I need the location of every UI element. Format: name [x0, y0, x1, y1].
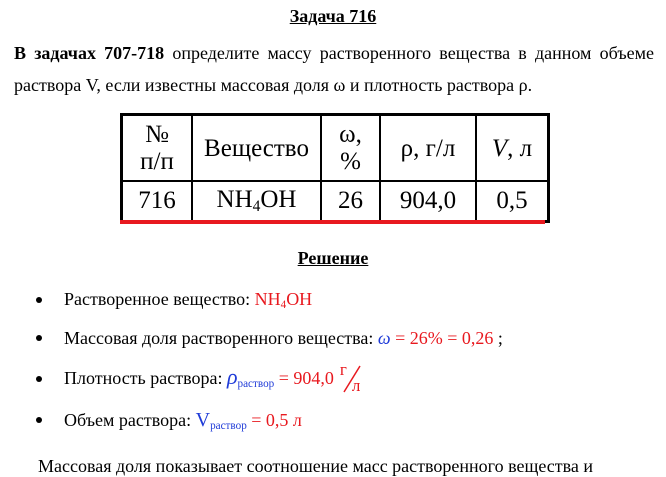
task-title: Задача 716 — [289, 6, 377, 26]
list-item-solute: Растворенное вещество: $NH_4OH$ — [40, 280, 640, 320]
explanation-text: Массовая доля показывает соотношение масс растворенного вещества и — [38, 456, 594, 476]
bullet-dot — [36, 376, 42, 382]
header-density: ρ, г/л — [380, 115, 476, 182]
density-unit-fraction: г л — [338, 364, 364, 394]
table-underline — [120, 220, 545, 224]
task-statement-text: определите массу растворенного вещества в данном объеме раствора V, если известны массовая доля ω и плотность раствора ρ. — [14, 43, 655, 95]
cell-substance: $NH_4OH$ — [192, 181, 321, 222]
cell-density: 904,0 — [380, 181, 476, 222]
omega-symbol: ω — [377, 327, 391, 348]
solution-heading: Решение — [297, 248, 369, 268]
header-substance: Вещество — [192, 115, 321, 182]
list-item-mass-fraction: Массовая доля растворенного вещества: ω = 26% = 0,26 ; — [40, 318, 640, 358]
table-header-row — [122, 115, 549, 182]
list-item-density: Плотность раствора: $\rho_{раствор} = 904,0$ г л — [40, 359, 640, 399]
task-range: В задачах 707-718 — [14, 43, 165, 63]
solute-formula: $NH_4OH$ — [254, 289, 313, 311]
list-item-volume: Объем раствора: $V_{раствор} = 0,5$ л — [40, 400, 640, 440]
task-table — [120, 113, 550, 223]
volume-value: = 0,5 л — [246, 409, 302, 430]
bullet-dot — [36, 417, 42, 423]
density-value: = 904,0 — [274, 367, 334, 388]
table-row — [122, 181, 549, 222]
task-statement — [14, 37, 654, 101]
rho-subscript: раствор — [237, 377, 275, 390]
volume-symbol: V — [195, 408, 211, 431]
cell-number: 716 — [122, 181, 193, 222]
rho-symbol: ρ — [226, 363, 238, 389]
mass-fraction-value: = 26% = 0,26 — [390, 327, 494, 348]
cell-volume: 0,5 — [476, 181, 549, 222]
bullet-dot — [36, 335, 42, 341]
volume-subscript: раствор — [210, 419, 247, 432]
header-volume: V, л — [476, 115, 549, 182]
bullet-dot — [36, 297, 42, 303]
header-number: № п/п — [122, 115, 193, 182]
header-omega: ω, % — [321, 115, 380, 182]
cell-omega: 26 — [321, 181, 380, 222]
